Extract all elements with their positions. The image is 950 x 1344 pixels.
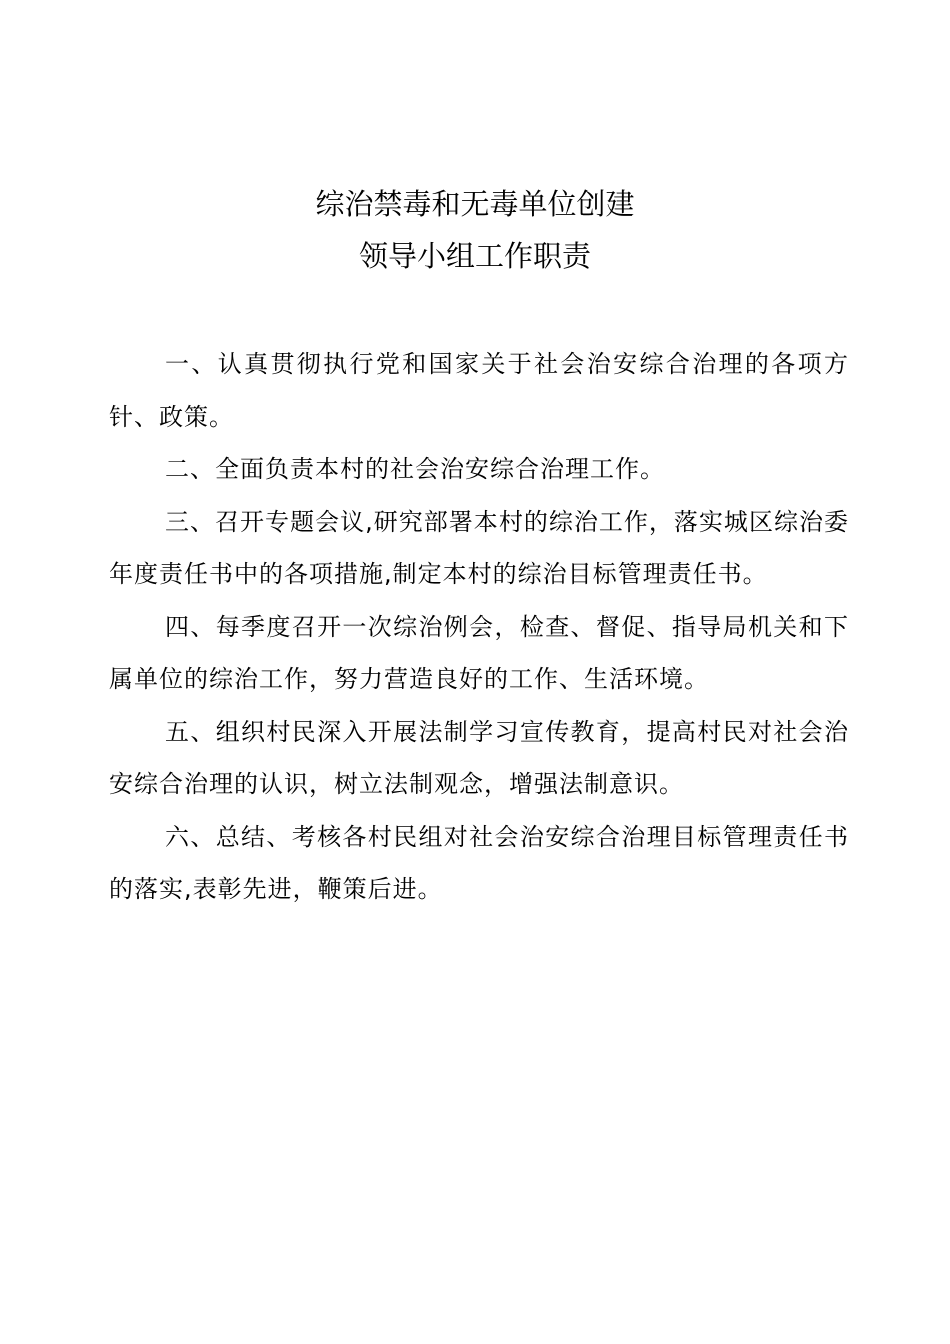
- paragraph-2: 二、全面负责本村的社会治安综合治理工作。: [165, 455, 665, 483]
- document-title: [0, 178, 950, 282]
- paragraph-4: 四、每季度召开一次综治例会，检查、督促、指导局机关和下属单位的综治工作，努力营造良好的工作、生活环境。: [109, 612, 849, 693]
- title-line-2: 领导小组工作职责: [358, 239, 591, 273]
- paragraph-3: 三、召开专题会议,研究部署本村的综治工作，落实城区综治委年度责任书中的各项措施,制定本村的综治目标管理责任书。: [109, 507, 849, 588]
- title-line-1: 综治禁毒和无毒单位创建: [315, 187, 635, 221]
- paragraph-5: 五、组织村民深入开展法制学习宣传教育，提高村民对社会治安综合治理的认识，树立法制观念，增强法制意识。: [109, 717, 849, 798]
- paragraph-6: 六、总结、考核各村民组对社会治安综合治理目标管理责任书的落实,表彰先进，鞭策后进。: [109, 822, 849, 903]
- paragraph-1: 一、认真贯彻执行党和国家关于社会治安综合治理的各项方针、政策。: [109, 350, 849, 431]
- document-body: [109, 338, 849, 916]
